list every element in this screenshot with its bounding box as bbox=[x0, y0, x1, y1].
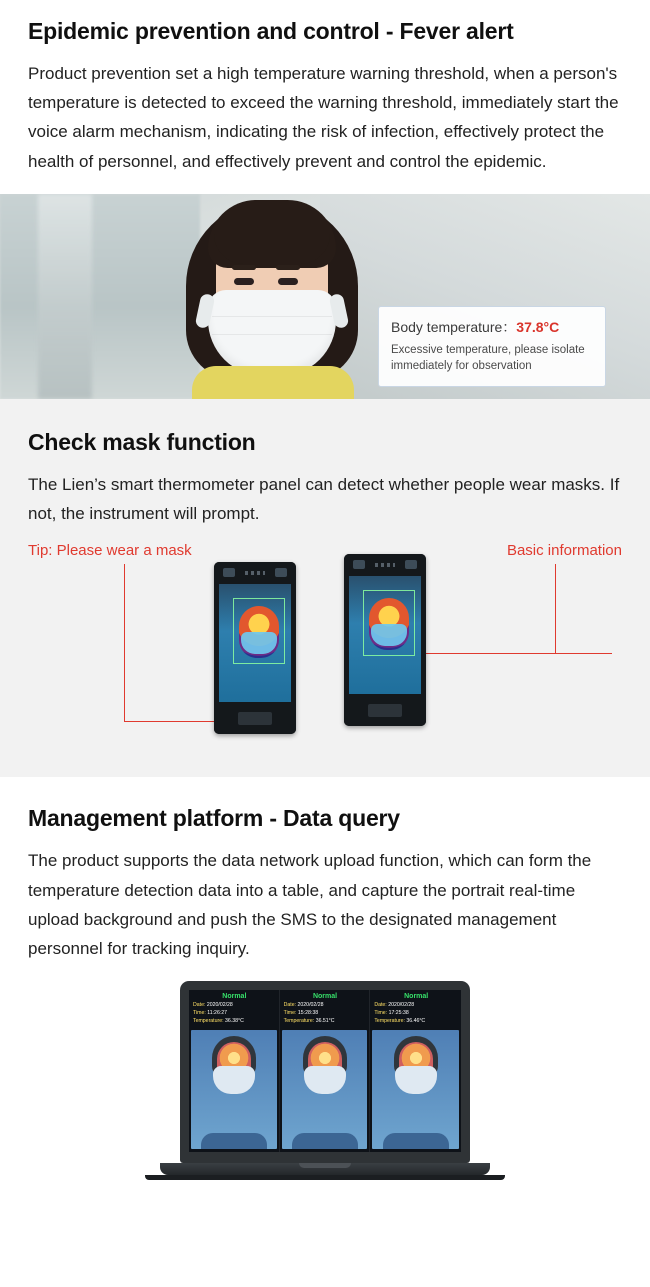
record-time bbox=[284, 1010, 367, 1018]
laptop-foot bbox=[145, 1175, 505, 1180]
record-time-label: Time: bbox=[193, 1010, 206, 1017]
laptop-lid bbox=[180, 981, 470, 1163]
speaker-grille-icon bbox=[375, 563, 395, 567]
record-time-value: 17:25:38 bbox=[388, 1010, 409, 1017]
device-screen-right bbox=[349, 576, 421, 694]
record-temperature-value: 36.38°C bbox=[225, 1017, 244, 1024]
mask-check-section bbox=[0, 399, 650, 777]
device-top-bezel-left bbox=[214, 562, 296, 584]
eyebrow-right bbox=[276, 265, 300, 270]
camera-icon bbox=[353, 560, 365, 569]
callout-line-right-horizontal bbox=[426, 653, 612, 654]
record-time-value: 15:28:38 bbox=[297, 1010, 319, 1017]
record-date-label: Date: bbox=[283, 1002, 297, 1009]
body-temperature-label: Body temperature： bbox=[391, 318, 517, 335]
eyebrow-left bbox=[232, 265, 256, 270]
record-card-header bbox=[370, 990, 461, 1027]
status-badge: Normal bbox=[404, 993, 429, 1001]
record-temperature bbox=[374, 1018, 458, 1026]
fever-alert-photo bbox=[0, 194, 650, 399]
record-date bbox=[374, 1002, 458, 1010]
device-bottom-bezel-right bbox=[344, 696, 426, 726]
laptop bbox=[180, 981, 470, 1180]
callout-line-left-vertical bbox=[124, 564, 125, 722]
mask-check-description: The Lien’s smart thermometer panel can detect whether people wear masks. If not, the instrument will prompt. bbox=[28, 474, 620, 524]
annotation-wear-mask: Tip: Please wear a mask bbox=[28, 542, 192, 560]
body-temperature-card bbox=[378, 306, 606, 387]
laptop-base bbox=[160, 1163, 490, 1175]
card-reader-icon bbox=[368, 704, 402, 717]
record-date bbox=[193, 1002, 276, 1010]
record-time-label: Time: bbox=[283, 1010, 297, 1017]
record-card-header bbox=[189, 990, 279, 1027]
mask-check-title: Check mask function bbox=[28, 428, 256, 455]
card-reader-icon bbox=[238, 712, 272, 725]
devices-illustration bbox=[28, 542, 622, 777]
management-platform-title: Management platform - Data query bbox=[28, 805, 400, 832]
record-time-value: 11:26:27 bbox=[207, 1010, 228, 1017]
callout-line-right-vertical bbox=[555, 564, 556, 654]
record-date-value: 2020/02/28 bbox=[297, 1002, 324, 1009]
record-card-header bbox=[280, 990, 370, 1027]
record-date-value: 2020/02/28 bbox=[388, 1002, 415, 1009]
portrait-body bbox=[383, 1133, 449, 1149]
body-temperature-note: Excessive temperature, please isolate immediately for observation bbox=[391, 343, 585, 372]
record-temperature-label: Temperature: bbox=[374, 1017, 405, 1024]
record-portrait bbox=[372, 1030, 459, 1150]
record-date-label: Date: bbox=[193, 1002, 206, 1009]
body-temperature-value: 37.8°C bbox=[516, 318, 560, 335]
page-title: Epidemic prevention and control - Fever alert bbox=[28, 18, 514, 44]
photo-background-stripe bbox=[38, 194, 92, 399]
speaker-grille-icon bbox=[245, 571, 265, 575]
record-portrait bbox=[282, 1030, 368, 1150]
laptop-trackpad-notch bbox=[299, 1163, 351, 1168]
thermometer-device-left bbox=[214, 562, 296, 734]
body-temperature-row bbox=[391, 317, 593, 337]
record-time bbox=[374, 1010, 458, 1018]
mask-fold-2 bbox=[212, 334, 332, 335]
record-date-value: 2020/02/28 bbox=[206, 1002, 233, 1009]
record-temperature-value: 36.46°C bbox=[406, 1017, 426, 1024]
record-date bbox=[284, 1002, 367, 1010]
masked-person-illustration bbox=[178, 194, 368, 399]
portrait-body bbox=[292, 1133, 358, 1149]
mask-fold-1 bbox=[212, 316, 332, 317]
record-date-label: Date: bbox=[374, 1002, 387, 1009]
laptop-illustration bbox=[28, 981, 622, 1216]
shirt bbox=[192, 366, 354, 399]
thermometer-device-right bbox=[344, 554, 426, 726]
fever-alert-section bbox=[0, 0, 650, 194]
portrait-body bbox=[201, 1133, 267, 1149]
record-card bbox=[189, 990, 280, 1152]
portrait-mask bbox=[395, 1066, 437, 1094]
device-top-bezel-right bbox=[344, 554, 426, 576]
record-portrait bbox=[191, 1030, 277, 1150]
record-temperature-label: Temperature: bbox=[283, 1017, 315, 1024]
status-badge: Normal bbox=[222, 993, 247, 1001]
portrait-mask bbox=[213, 1066, 255, 1094]
infrared-sensor-icon bbox=[405, 560, 417, 569]
portrait-mask bbox=[304, 1066, 346, 1094]
eye-left bbox=[234, 278, 254, 285]
fever-alert-description: Product prevention set a high temperature warning threshold, when a person's temperature is detected to exceed the warning threshold, immediately start the voice alarm mechanism, indicating the risk of infection, effectively protect the health of personnel, and effectively prevent and control the epidemic. bbox=[28, 64, 619, 171]
infrared-sensor-icon bbox=[275, 568, 287, 577]
management-platform-section bbox=[0, 777, 650, 1216]
device-bottom-bezel-left bbox=[214, 704, 296, 734]
management-platform-description: The product supports the data network upload function, which can form the temperature detection data into a table, and capture the portrait real-time upload background and push the SMS to the designated management personnel for tracking inquiry. bbox=[28, 851, 592, 959]
hair-fringe bbox=[214, 234, 330, 264]
status-badge: Normal bbox=[312, 993, 338, 1001]
photo-background-left bbox=[0, 194, 200, 399]
eye-right bbox=[278, 278, 298, 285]
annotation-basic-information: Basic information bbox=[506, 542, 622, 560]
laptop-screen bbox=[189, 990, 461, 1152]
record-time-label: Time: bbox=[374, 1010, 388, 1017]
record-temperature-value: 36.51°C bbox=[315, 1017, 335, 1024]
record-card bbox=[280, 990, 371, 1152]
record-card bbox=[370, 990, 461, 1152]
record-temperature-label: Temperature: bbox=[193, 1017, 224, 1024]
record-time bbox=[193, 1010, 276, 1018]
camera-icon bbox=[223, 568, 235, 577]
record-temperature bbox=[193, 1018, 276, 1026]
device-screen-left bbox=[219, 584, 291, 702]
record-temperature bbox=[284, 1018, 367, 1026]
